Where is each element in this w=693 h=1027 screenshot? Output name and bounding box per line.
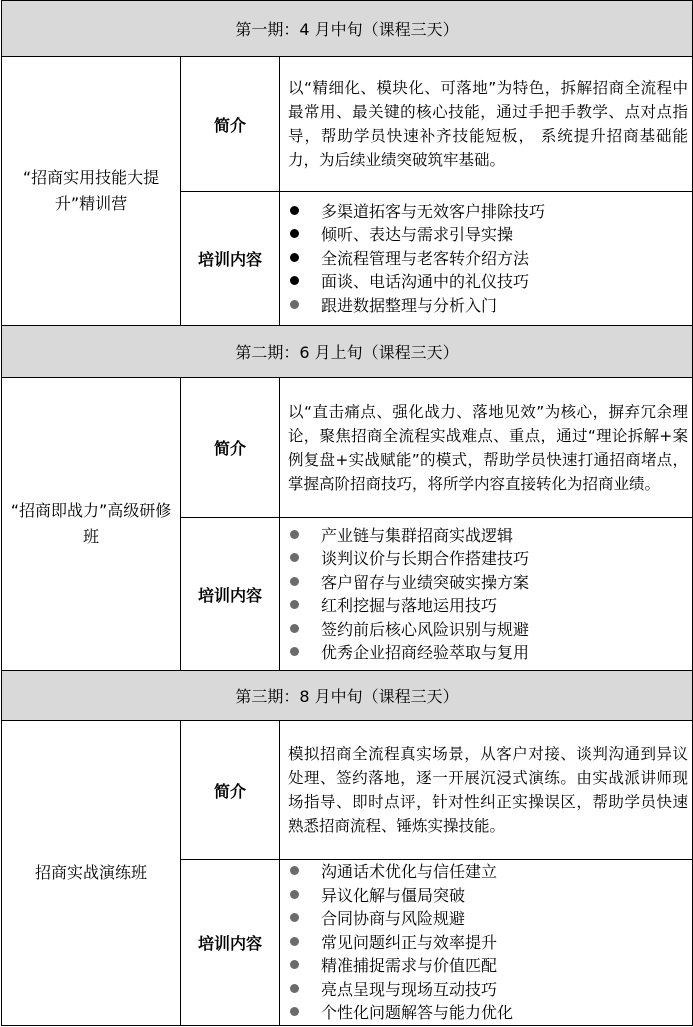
bullet-icon bbox=[290, 600, 299, 609]
list-item bbox=[290, 931, 692, 955]
session-3-intro-row bbox=[2, 721, 693, 860]
list-item bbox=[290, 618, 692, 642]
list-item-text: 签约前后核心风险识别与规避 bbox=[321, 619, 530, 639]
list-item-text: 客户留存与业绩突破实操方案 bbox=[321, 572, 530, 592]
list-item-text: 异议化解与僵局突破 bbox=[321, 885, 466, 905]
session-2-intro-row bbox=[2, 378, 693, 518]
bullet-icon bbox=[290, 647, 299, 656]
bullet-icon bbox=[290, 984, 299, 993]
session-1-header: 第一期：4 月中旬（课程三天） bbox=[2, 1, 693, 57]
list-item-text: 面谈、电话沟通中的礼仪技巧 bbox=[321, 272, 530, 292]
list-item bbox=[290, 571, 692, 595]
list-item bbox=[290, 594, 692, 618]
bullet-icon bbox=[290, 937, 299, 946]
session-3-content-cell bbox=[280, 860, 693, 1026]
session-3-intro-label: 简介 bbox=[181, 721, 280, 860]
list-item bbox=[290, 223, 692, 247]
bullet-icon bbox=[290, 890, 299, 899]
session-2-header-row bbox=[2, 326, 693, 378]
session-2-header: 第二期：6 月上旬（课程三天） bbox=[2, 326, 693, 378]
bullet-icon bbox=[290, 229, 299, 238]
list-item bbox=[290, 907, 692, 931]
session-2-content-label: 培训内容 bbox=[181, 518, 280, 671]
bullet-icon bbox=[290, 530, 299, 539]
session-2-item-list bbox=[280, 524, 692, 665]
list-item-text: 优秀企业招商经验萃取与复用 bbox=[321, 643, 530, 662]
list-item-text: 谈判议价与长期合作搭建技巧 bbox=[321, 549, 530, 568]
list-item bbox=[290, 1001, 692, 1025]
list-item-text: 亮点呈现与现场互动技巧 bbox=[321, 979, 498, 999]
list-item-text: 红利挖掘与落地运用技巧 bbox=[321, 596, 498, 615]
session-2-intro-label: 简介 bbox=[181, 378, 280, 518]
bullet-icon bbox=[290, 253, 299, 262]
list-item-text: 合同协商与风险规避 bbox=[321, 909, 466, 929]
bullet-icon bbox=[290, 206, 299, 215]
bullet-icon bbox=[290, 960, 299, 969]
list-item bbox=[290, 954, 692, 978]
list-item-text: 精准捕捉需求与价值匹配 bbox=[321, 956, 498, 976]
list-item bbox=[290, 641, 692, 665]
session-3-header: 第三期：8 月中旬（课程三天） bbox=[2, 671, 693, 721]
list-item-text: 产业链与集群招商实战逻辑 bbox=[321, 525, 514, 545]
list-item bbox=[290, 270, 692, 294]
session-3-intro-text: 模拟招商全流程真实场景，从客户对接、谈判沟通到异议处理、签约落地，逐一开展沉浸式演练。由实战派讲师现场指导、即时点评，针对性纠正实操误区，帮助学员快速熟悉招商流程、锤炼实操技能。 bbox=[280, 721, 693, 860]
bullet-icon bbox=[290, 624, 299, 633]
session-3-course-name: 招商实战演练班 bbox=[2, 721, 181, 1026]
session-3-content-label: 培训内容 bbox=[181, 860, 280, 1026]
list-item-text: 沟通话术优化与信任建立 bbox=[321, 862, 498, 882]
session-2-intro-text: 以“直击痛点、强化战力、落地见效”为核心，摒弃冗余理论，聚焦招商全流程实战难点、重点，通过“理论拆解+案例复盘+实战赋能”的模式，帮助学员快速打通招商堵点，掌握高阶招商技巧，将所学内容直接转化为招商业绩。 bbox=[280, 378, 693, 518]
session-3-header-row bbox=[2, 671, 693, 721]
training-schedule-table bbox=[1, 0, 693, 1026]
session-1-item-list bbox=[280, 200, 692, 318]
list-item bbox=[290, 247, 692, 271]
list-item-text: 常见问题纠正与效率提升 bbox=[321, 932, 498, 952]
list-item bbox=[290, 860, 692, 884]
list-item-text: 多渠道拓客与无效客户排除技巧 bbox=[321, 201, 546, 221]
session-1-intro-row bbox=[2, 57, 693, 192]
bullet-icon bbox=[290, 577, 299, 586]
list-item-text: 个性化问题解答与能力优化 bbox=[321, 1003, 514, 1023]
list-item-text: 全流程管理与老客转介绍方法 bbox=[321, 248, 530, 268]
list-item bbox=[290, 978, 692, 1002]
bullet-icon bbox=[290, 866, 299, 875]
list-item-text: 倾听、表达与需求引导实操 bbox=[321, 225, 514, 245]
bullet-icon bbox=[290, 1007, 299, 1016]
session-1-header-row bbox=[2, 1, 693, 57]
session-2-content-cell bbox=[280, 518, 693, 671]
bullet-icon bbox=[290, 276, 299, 285]
session-1-course-name: “招商实用技能大提升”精训营 bbox=[2, 57, 181, 326]
bullet-icon bbox=[290, 553, 299, 562]
list-item bbox=[290, 200, 692, 224]
session-3-item-list bbox=[280, 860, 692, 1025]
bullet-icon bbox=[290, 913, 299, 922]
session-1-content-label: 培训内容 bbox=[181, 192, 280, 326]
bullet-icon bbox=[290, 300, 299, 309]
list-item bbox=[290, 884, 692, 908]
list-item bbox=[290, 524, 692, 548]
list-item bbox=[290, 547, 692, 571]
session-2-course-name: “招商即战力”高级研修班 bbox=[2, 378, 181, 671]
session-1-intro-label: 简介 bbox=[181, 57, 280, 192]
list-item bbox=[290, 294, 692, 318]
session-1-content-cell bbox=[280, 192, 693, 326]
session-1-intro-text: 以“精细化、模块化、可落地”为特色，拆解招商全流程中最常用、最关键的核心技能，通过手把手教学、点对点指导，帮助学员快速补齐技能短板， 系统提升招商基础能力，为后续业绩突破筑牢基础。 bbox=[280, 57, 693, 192]
list-item-text: 跟进数据整理与分析入门 bbox=[321, 295, 498, 315]
